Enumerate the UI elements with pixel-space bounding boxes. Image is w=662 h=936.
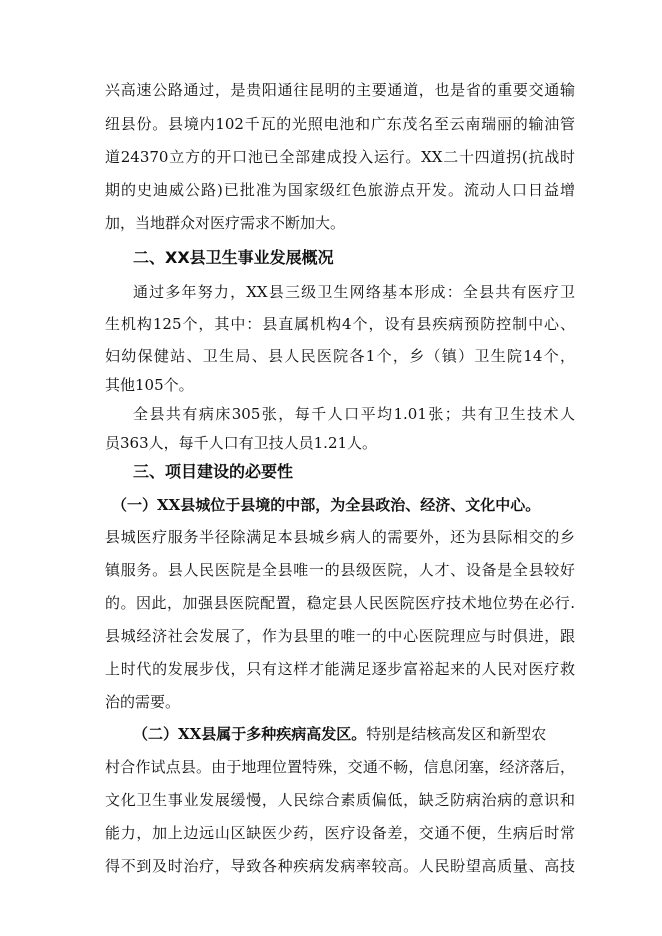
paragraph-line	[133, 724, 575, 744]
paragraph-line: 镇服务。县人民医院是全县唯一的县级医院，人才、设备是全县较好	[105, 561, 575, 579]
paragraph-text: 特别是结核高发区和新型农	[366, 725, 547, 743]
paragraph-line: 得不到及时治疗，导致各种疾病发病率较高。人民盼望高质量、高技	[105, 857, 575, 875]
subsection-heading: （一）XX县城位于县境的中部，为全县政治、经济、文化中心。	[112, 496, 541, 514]
paragraph-line: 上时代的发展步伐，只有这样才能满足逐步富裕起来的人民对医疗救	[105, 660, 575, 678]
paragraph-line: 县城经济社会发展了，作为县里的唯一的中心医院理应与时俱进，跟	[105, 627, 575, 645]
paragraph-line: 县城医疗服务半径除满足本县城乡病人的需要外，还为县际相交的乡	[105, 528, 575, 546]
paragraph-line: 文化卫生事业发展缓慢，人民综合素质偏低，缺乏防病治病的意识和	[105, 791, 575, 809]
paragraph-line: 妇幼保健站、卫生局、县人民医院各1个，乡（镇）卫生院14个，	[105, 347, 575, 365]
paragraph-line: 加，当地群众对医疗需求不断加大。	[105, 214, 346, 232]
paragraph-line: 的。因此，加强县医院配置，稳定县人民医院医疗技术地位势在必行.	[105, 594, 575, 612]
paragraph-line: 生机构125个，其中：县直属机构4个，设有县疾病预防控制中心、	[105, 315, 575, 333]
paragraph-line: 通过多年努力，XX县三级卫生网络基本形成：全县共有医疗卫	[133, 283, 575, 301]
paragraph-line: 全县共有病床305张，每千人口平均1.01张；共有卫生技术人	[133, 405, 575, 423]
section-heading: 二、XX县卫生事业发展概况	[133, 248, 334, 267]
paragraph-line: 兴高速公路通过，是贵阳通往昆明的主要通道，也是省的重要交通输	[105, 81, 575, 99]
paragraph-line: 道24370立方的开口池已全部建成投入运行。XX二十四道拐(抗战时	[105, 148, 575, 166]
paragraph-line: 治的需要。	[105, 693, 181, 711]
paragraph-line: 员363人，每千人口有卫技人员1.21人。	[105, 434, 378, 452]
paragraph-line: 村合作试点县。由于地理位置特殊，交通不畅，信息闭塞，经济落后，	[105, 758, 575, 776]
paragraph-line: 期的史迪威公路)已批准为国家级红色旅游点开发。流动人口日益增	[105, 181, 575, 199]
paragraph-line: 能力，加上边远山区缺医少药，医疗设备差，交通不便，生病后时常	[105, 824, 575, 842]
paragraph-line: 纽县份。县境内102千瓦的光照电池和广东茂名至云南瑞丽的输油管	[105, 115, 575, 133]
subsection-heading: （二）XX县属于多种疾病高发区。	[133, 725, 367, 743]
paragraph-line: 其他105个。	[105, 376, 194, 394]
section-heading: 三、项目建设的必要性	[133, 462, 294, 481]
